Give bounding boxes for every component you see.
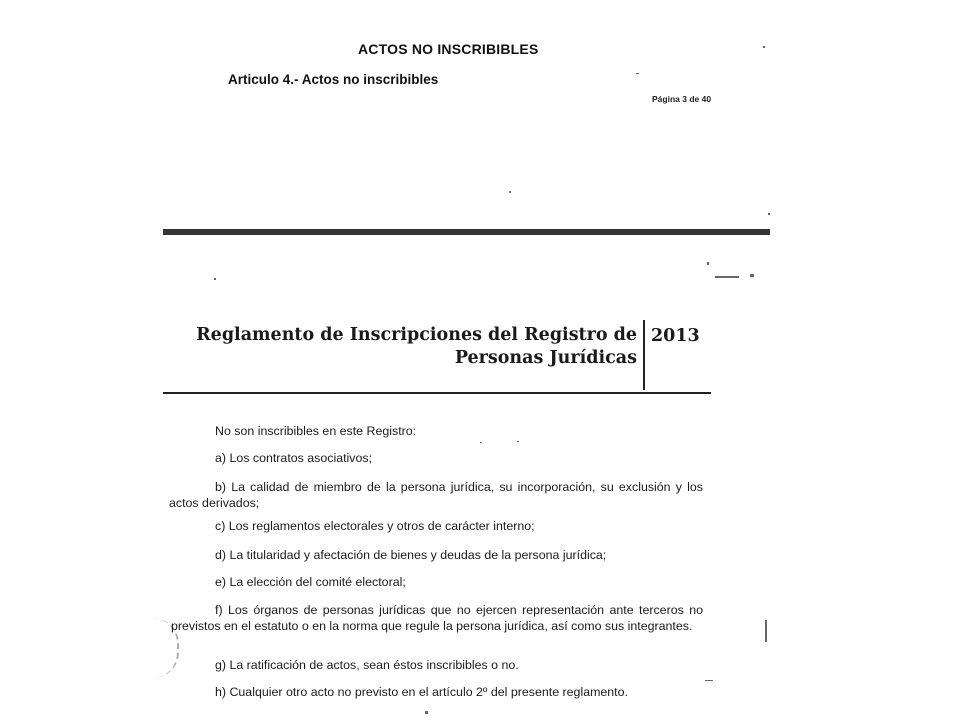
page-number: Página 3 de 40 bbox=[652, 94, 712, 104]
header-title-line-2: Personas Jurídicas bbox=[454, 348, 637, 368]
list-item-a: a) Los contratos asociativos; bbox=[215, 451, 373, 465]
scan-mark bbox=[509, 191, 511, 193]
scan-mark bbox=[425, 711, 428, 714]
scan-mark bbox=[763, 46, 765, 48]
separator-rule bbox=[163, 229, 770, 235]
scan-mark bbox=[705, 680, 713, 681]
scan-mark bbox=[480, 442, 482, 443]
list-item-d: d) La titularidad y afectación de bienes y deudas de la persona jurídica; bbox=[215, 548, 607, 562]
scan-mark bbox=[517, 441, 519, 442]
scan-mark bbox=[707, 262, 709, 265]
scan-mark bbox=[768, 213, 770, 215]
header-divider bbox=[643, 320, 645, 390]
header-title bbox=[167, 324, 637, 370]
list-item-c: c) Los reglamentos electorales y otros de carácter interno; bbox=[215, 519, 535, 533]
intro-paragraph: No son inscribibles en este Registro: bbox=[215, 424, 417, 438]
list-item-g: g) La ratificación de actos, sean éstos inscribibles o no. bbox=[215, 658, 519, 672]
section-title: ACTOS NO INSCRIBIBLES bbox=[358, 41, 539, 57]
scan-mark bbox=[636, 73, 639, 74]
list-item-h: h) Cualquier otro acto no previsto en el artículo 2º del presente reglamento. bbox=[215, 685, 628, 699]
scan-mark bbox=[214, 278, 216, 280]
scan-mark bbox=[715, 276, 739, 278]
scan-mark bbox=[750, 274, 754, 277]
list-item-e: e) La elección del comité electoral; bbox=[215, 575, 406, 589]
header-title-line-1: Reglamento de Inscripciones del Registro de bbox=[196, 325, 637, 345]
article-title: Articulo 4.- Actos no inscribibles bbox=[228, 72, 439, 87]
document-header bbox=[163, 320, 711, 394]
list-item-b: b) La calidad de miembro de la persona jurídica, su incorporación, su exclusión y los actos derivados; bbox=[169, 480, 703, 510]
scan-mark bbox=[765, 620, 767, 642]
list-item-f: f) Los órganos de personas jurídicas que no ejercen representación ante terceros no previstos en el estatuto o en la norma que regule la persona jurídica, así como sus integrantes. bbox=[171, 603, 703, 633]
header-year: 2013 bbox=[651, 326, 700, 346]
